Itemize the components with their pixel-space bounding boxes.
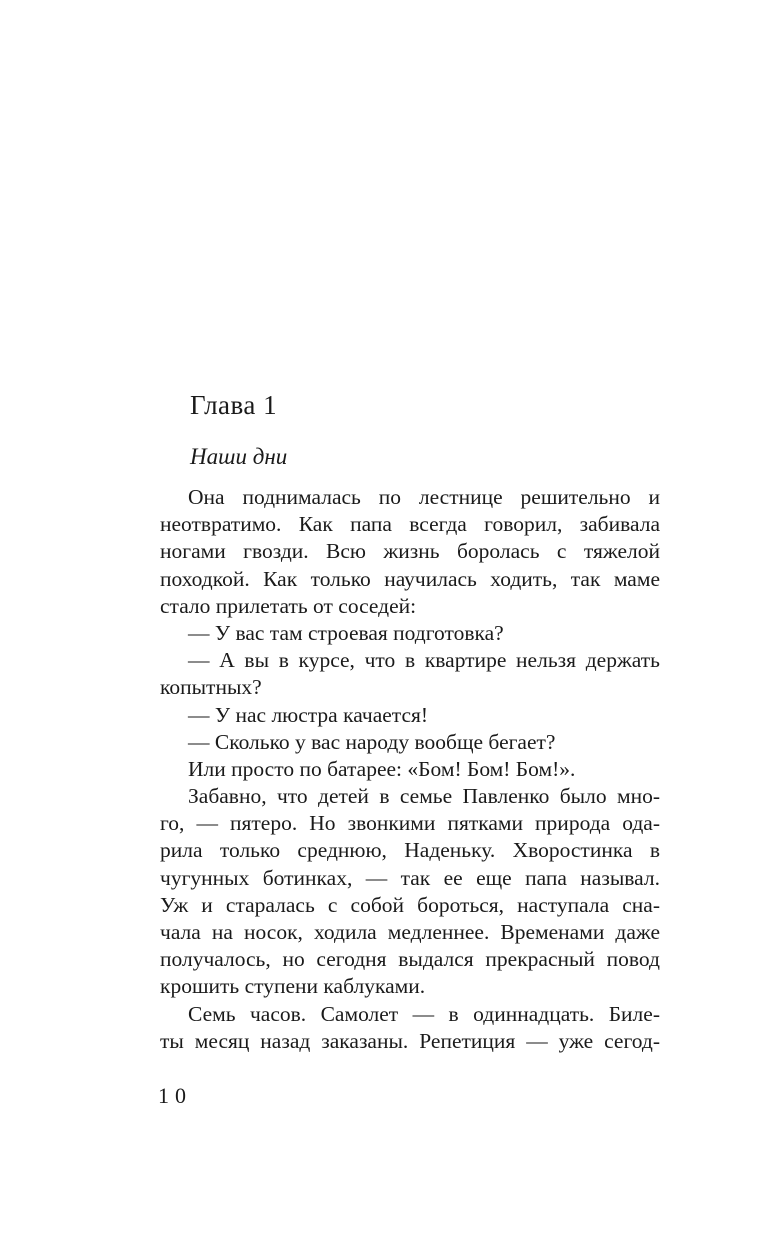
body-text bbox=[160, 484, 660, 1055]
text-line: го, — пятеро. Но звонкими пятками природа ода- bbox=[160, 811, 660, 836]
text-line: стало прилетать от соседей: bbox=[160, 593, 417, 618]
page-number: 10 bbox=[158, 1083, 192, 1108]
dialogue-line: — У нас люстра качается! bbox=[188, 702, 429, 727]
text-line: получалось, но сегодня выдался прекрасный повод bbox=[160, 947, 660, 972]
chapter-title: Глава 1 bbox=[190, 390, 278, 420]
text-line: Она поднималась по лестнице решительно и bbox=[188, 485, 660, 509]
text-line: Забавно, что детей в семье Павленко было мно- bbox=[188, 784, 660, 809]
text-line: ты месяц назад заказаны. Репетиция — уже сегод- bbox=[160, 1028, 660, 1053]
text-line: рила только среднюю, Наденьку. Хворостинка в bbox=[160, 838, 660, 863]
text-line: Семь часов. Самолет — в одиннадцать. Биле- bbox=[188, 1001, 660, 1026]
dialogue-line: — У вас там строевая подготовка? bbox=[188, 620, 504, 645]
text-line: неотвратимо. Как папа всегда говорил, забивала bbox=[160, 512, 660, 537]
dialogue-line: — А вы в курсе, что в квартире нельзя держать bbox=[188, 648, 660, 673]
text-line: Уж и старалась с собой бороться, наступала сна- bbox=[160, 892, 660, 917]
chapter-subtitle: Наши дни bbox=[190, 444, 288, 469]
text-line: походкой. Как только научилась ходить, так маме bbox=[160, 566, 660, 591]
text-line: копытных? bbox=[160, 675, 262, 700]
text-line: Или просто по батарее: «Бом! Бом! Бом!». bbox=[188, 756, 576, 781]
text-line: крошить ступени каблуками. bbox=[160, 974, 426, 999]
text-line: чугунных ботинках, — так ее еще папа называл. bbox=[160, 865, 660, 890]
text-line: ногами гвозди. Всю жизнь боролась с тяжелой bbox=[160, 539, 660, 564]
text-line: чала на носок, ходила медленнее. Временами даже bbox=[160, 920, 660, 944]
dialogue-line: — Сколько у вас народу вообще бегает? bbox=[188, 729, 556, 754]
